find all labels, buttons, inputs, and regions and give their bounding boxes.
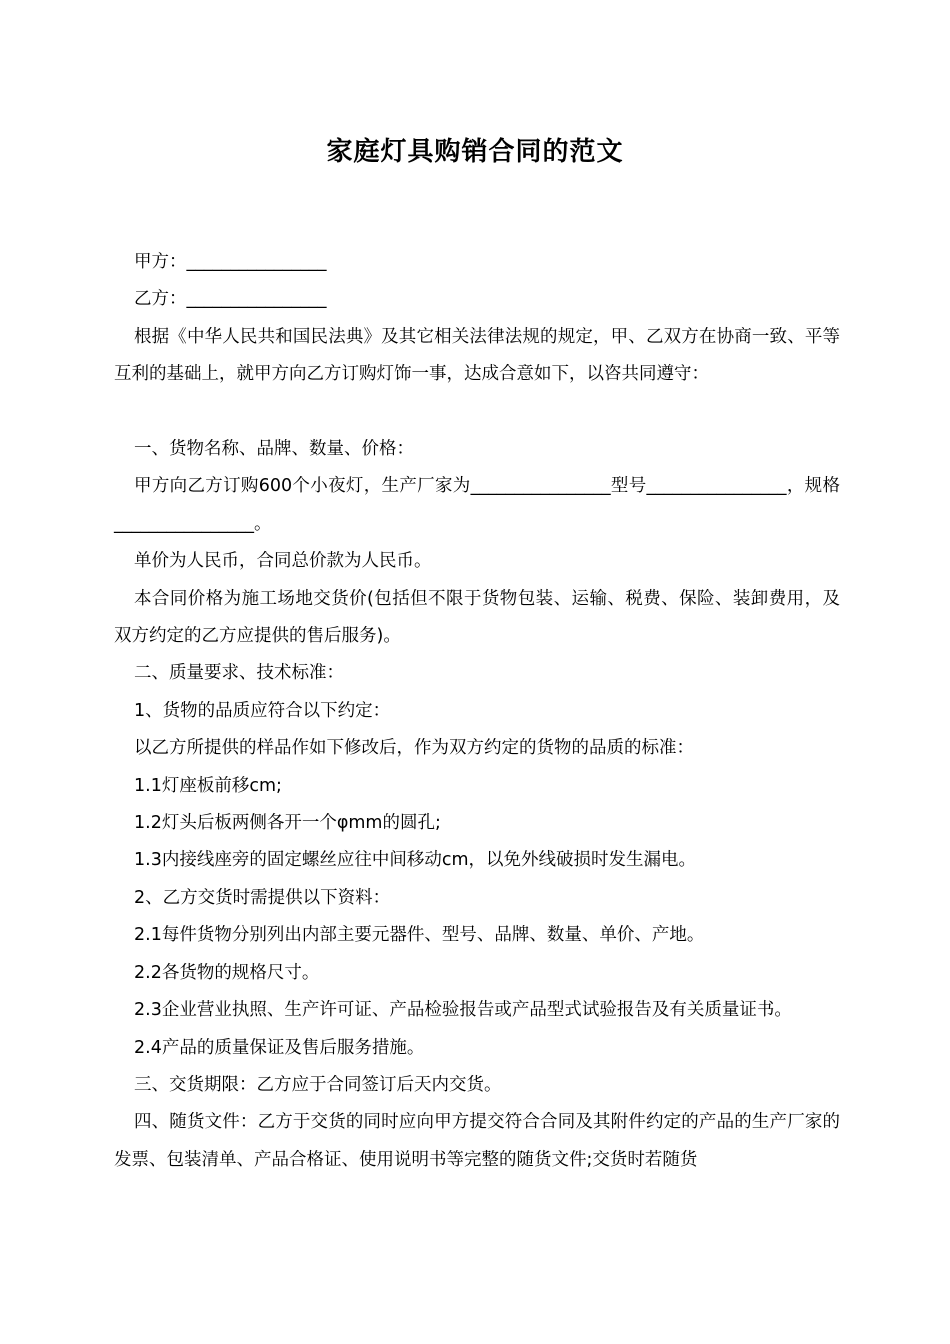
party-a-line: 甲方：________________ xyxy=(134,252,327,272)
clause-paragraph: 1.1灯座板前移cm; xyxy=(134,775,282,796)
price-paragraph: 单价为人民币，合同总价款为人民币。 xyxy=(134,551,432,572)
party-b-line: 乙方：________________ xyxy=(134,289,327,310)
clause-paragraph: 2.4产品的质量保证及售后服务措施。 xyxy=(134,1037,425,1058)
clause-paragraph: 1.3内接线座旁的固定螺丝应往中间移动cm，以免外线破损时发生漏电。 xyxy=(134,850,696,871)
clause-paragraph: 1.2灯头后板两侧各开一个φmm的圆孔; xyxy=(134,813,441,834)
clause-paragraph: 1、货物的品质应符合以下约定： xyxy=(134,700,391,721)
clause-paragraph: 以乙方所提供的样品作如下修改后，作为双方约定的货物的品质的标准： xyxy=(134,738,694,759)
clause-paragraph: 2、乙方交货时需提供以下资料： xyxy=(134,887,391,908)
section-heading-quality: 二、质量要求、技术标准： xyxy=(134,663,344,684)
document-title: 家庭灯具购销合同的范文 xyxy=(326,137,624,167)
clause-paragraph: 2.1每件货物分别列出内部主要元器件、型号、品牌、数量、单价、产地。 xyxy=(134,925,705,946)
clause-paragraph: 2.2各货物的规格尺寸。 xyxy=(134,962,320,983)
section-heading-goods: 一、货物名称、品牌、数量、价格： xyxy=(134,439,414,460)
price-terms-paragraph: 本合同价格为施工场地交货价(包括但不限于货物包装、运输、税费、保险、装卸费用，及双方约定的乙方应提供的售后服务)。 xyxy=(114,588,840,647)
order-paragraph: 甲方向乙方订购600个小夜灯，生产厂家为________________型号________________，规格________________。 xyxy=(114,476,840,534)
clause-paragraph: 2.3企业营业执照、生产许可证、产品检验报告或产品型式试验报告及有关质量证书。 xyxy=(134,1000,792,1021)
document-body xyxy=(114,244,840,1179)
section-heading-delivery: 三、交货期限：乙方应于合同签订后天内交货。 xyxy=(134,1074,502,1095)
preamble-paragraph: 根据《中华人民共和国民法典》及其它相关法律法规的规定，甲、乙双方在协商一致、平等互利的基础上，就甲方向乙方订购灯饰一事，达成合意如下，以咨共同遵守： xyxy=(114,326,840,385)
section-heading-documents: 四、随货文件：乙方于交货的同时应向甲方提交符合合同及其附件约定的产品的生产厂家的发票、包装清单、产品合格证、使用说明书等完整的随货文件;交货时若随货 xyxy=(114,1112,840,1170)
